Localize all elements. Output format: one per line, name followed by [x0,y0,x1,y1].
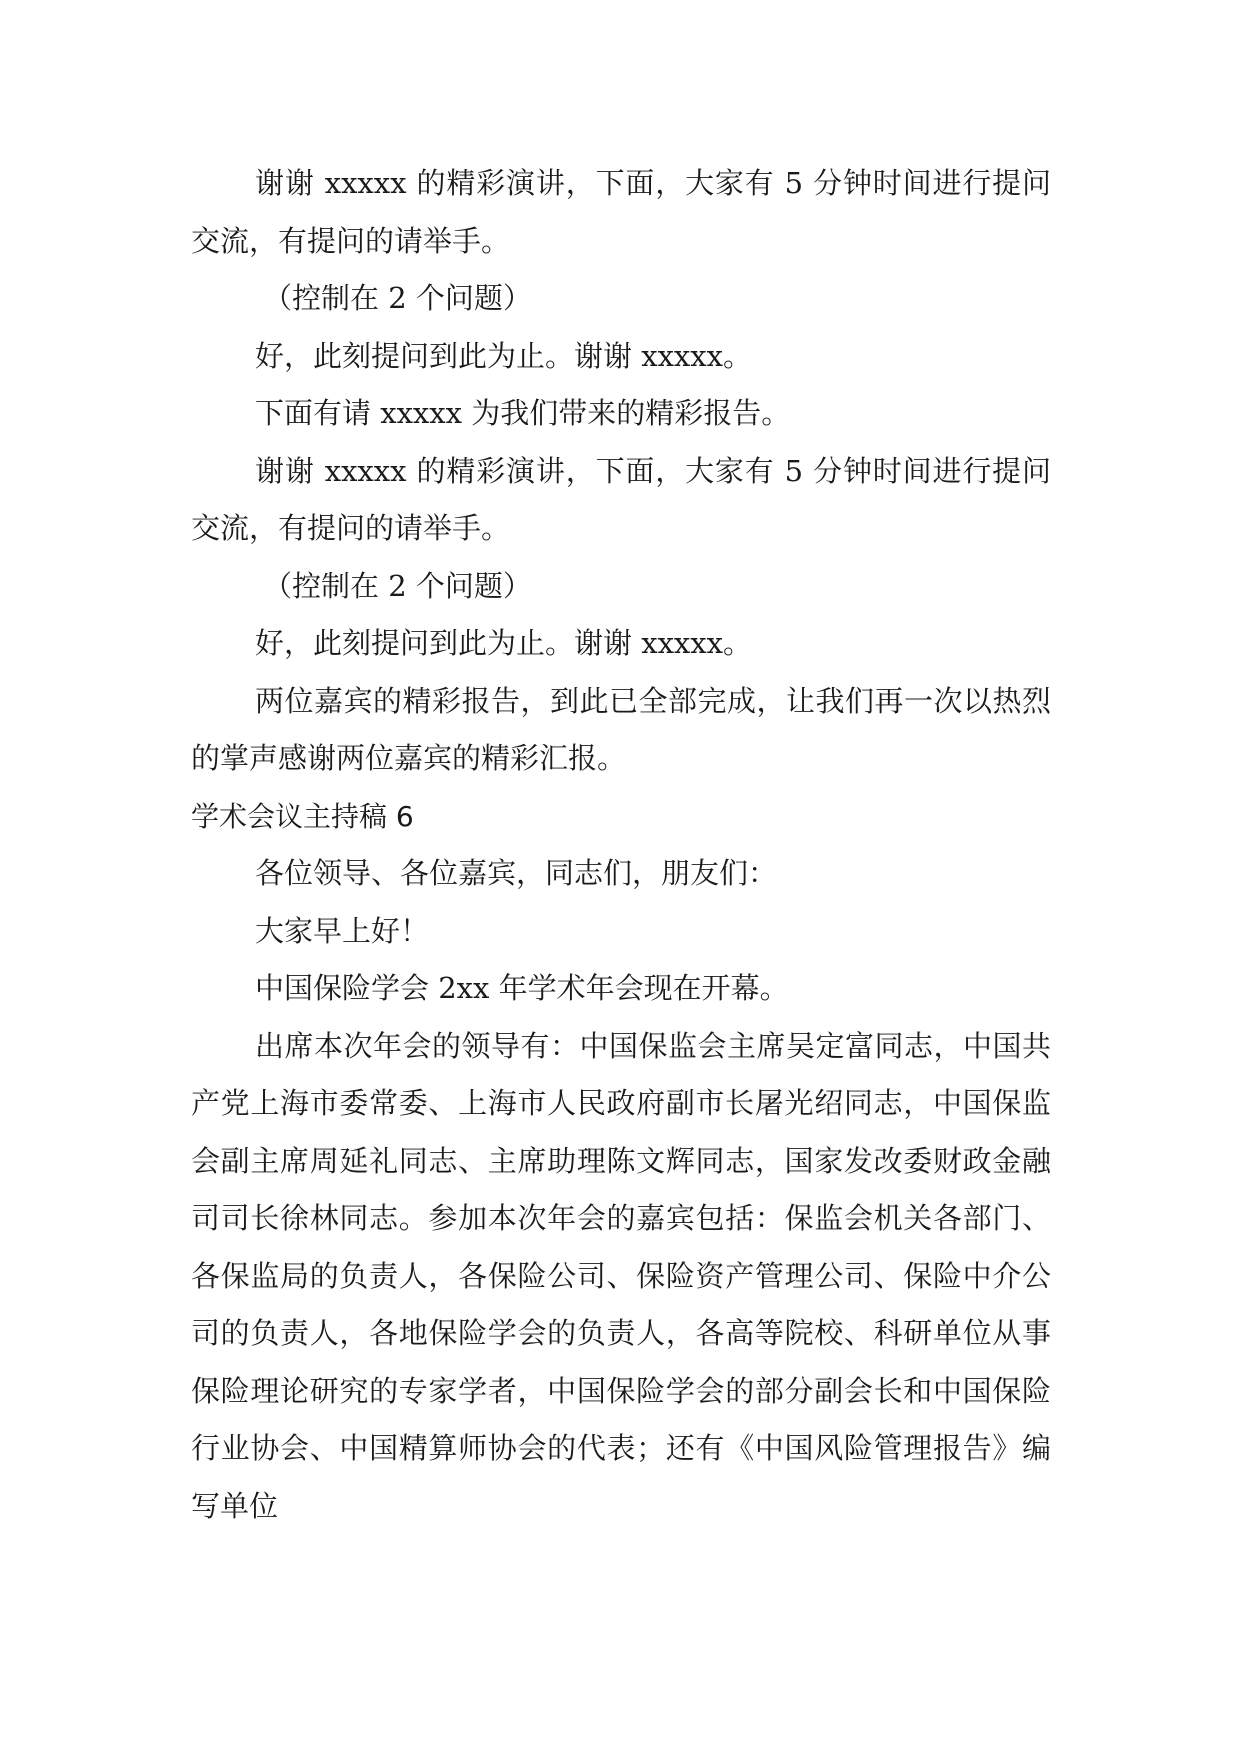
paragraph: 好，此刻提问到此为止。谢谢 xxxxx。 [255,338,752,373]
paragraph: 谢谢 xxxxx 的精彩演讲，下面，大家有 5 分钟时间进行提问交流，有提问的请举手。 [191,166,1051,258]
paragraph: 谢谢 xxxxx 的精彩演讲，下面，大家有 5 分钟时间进行提问交流，有提问的请举手。 [191,453,1051,545]
paragraph: 两位嘉宾的精彩报告，到此已全部完成，让我们再一次以热烈的掌声感谢两位嘉宾的精彩汇报。 [191,683,1051,775]
paragraph: 下面有请 xxxxx 为我们带来的精彩报告。 [255,396,791,430]
paragraph: 大家早上好！ [255,913,430,948]
paragraph: （控制在 2 个问题） [263,568,532,603]
section-heading: 学术会议主持稿 6 [191,799,414,833]
paragraph: 各位领导、各位嘉宾，同志们，朋友们： [255,856,778,890]
paragraph: 出席本次年会的领导有：中国保监会主席吴定富同志，中国共产党上海市委常委、上海市人民政府副市长屠光绍同志，中国保监会副主席周延礼同志、主席助理陈文辉同志，国家发改委财政金融司司长徐林同志。参加本次年会的嘉宾包括：保监会机关各部门、各保监局的负责人，各保险公司、保险资产管理公司、保险中介公司的负责人，各地保险学会的负责人，各高等院校、科研单位从事保险理论研究的专家学者，中国保险学会的部分副会长和中国保险行业协会、中国精算师协会的代表；还有《中国风险管理报告》编写单位 [191,1028,1051,1523]
document-body [191,155,1051,1535]
paragraph: 好，此刻提问到此为止。谢谢 xxxxx。 [255,626,752,660]
paragraph: （控制在 2 个问题） [263,281,532,315]
paragraph: 中国保险学会 2xx 年学术年会现在开幕。 [255,971,789,1005]
